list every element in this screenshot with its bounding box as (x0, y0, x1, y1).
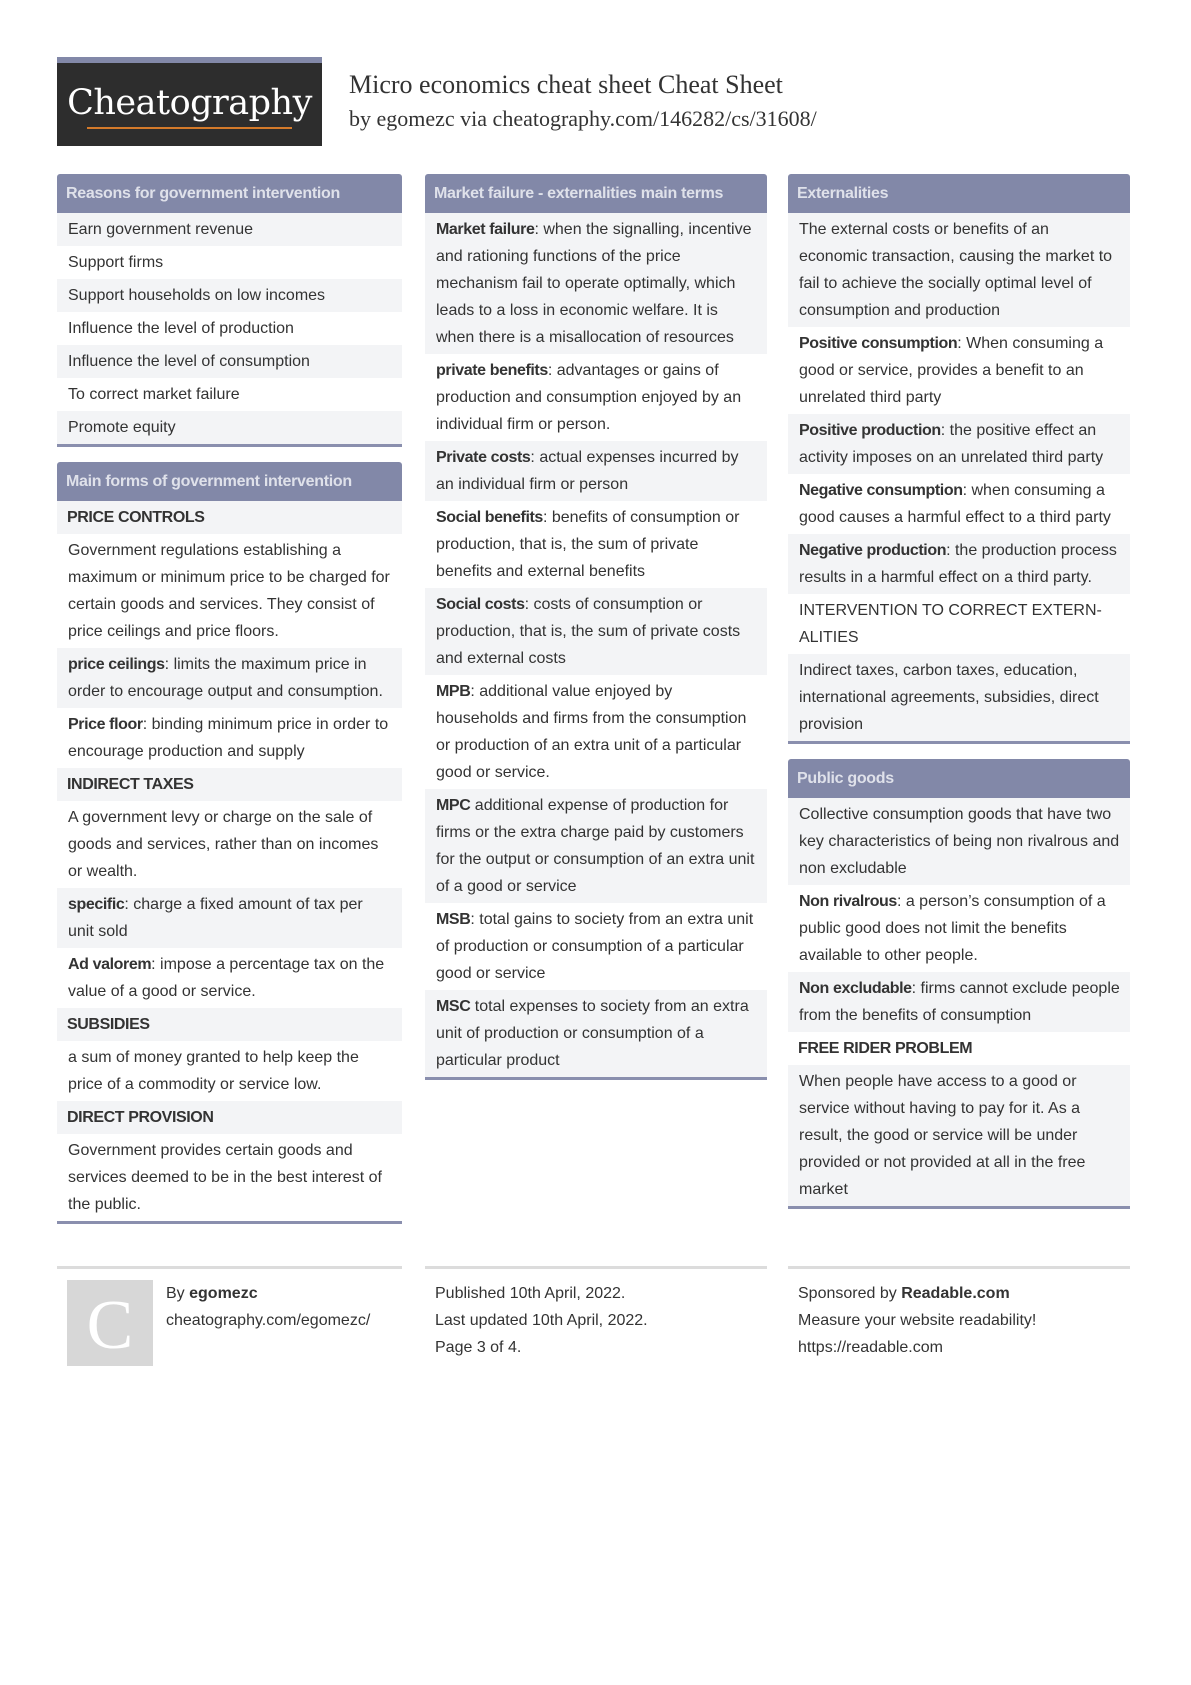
page-title: Micro economics cheat sheet Cheat Sheet (349, 70, 783, 99)
sponsored-prefix: Sponsored by (798, 1285, 902, 1302)
avatar-letter: C (86, 1287, 134, 1364)
section-reasons (57, 174, 402, 447)
term: MSC (436, 998, 471, 1015)
subheading: DIRECT PROVISION (57, 1101, 402, 1134)
page-number: Page 3 of 4. (435, 1339, 522, 1356)
section-title: Public goods (788, 759, 1130, 798)
list-item: INTERVENTION TO CORRECT EXTERNALITIES (799, 602, 1102, 646)
list-item (57, 648, 402, 708)
section-title: Reasons for government intervention (57, 174, 402, 213)
definition: : limits the maximum price in order to encourage output and consumption. (68, 656, 383, 700)
definition: total expenses to society from an extra unit of production or consumption of a particular product (436, 998, 749, 1069)
list-item (57, 948, 402, 1008)
term: Negative production (799, 542, 947, 559)
term: specific (68, 896, 125, 913)
list-item: Support firms (68, 254, 164, 271)
list-item: Indirect taxes, carbon taxes, education, international agreements, subsidies, direct provision (788, 654, 1130, 741)
title-block (349, 70, 817, 132)
term: MSB (436, 911, 471, 928)
definition: : when consuming a good causes a harmful effect to a third party (799, 482, 1111, 526)
subheading: PRICE CONTROLS (57, 501, 402, 534)
list-item: a sum of money granted to help keep the price of a commodity or service low. (68, 1049, 359, 1093)
list-item: Influence the level of consumption (57, 345, 402, 378)
list-item (788, 534, 1130, 594)
list-item (425, 990, 767, 1077)
definition: : the production process results in a harmful effect on a third party. (799, 542, 1117, 586)
term: Price floor (68, 716, 143, 733)
list-item (788, 885, 1130, 972)
list-item (425, 903, 767, 990)
list-item: The external costs or benefits of an economic transaction, causing the market to fail to achieve the socially optimal level of consumption and production (788, 213, 1130, 327)
term: MPC (436, 797, 471, 814)
list-item (425, 354, 767, 441)
column-2 (425, 174, 767, 1095)
section-public-goods (788, 759, 1130, 1209)
definition: : the positive effect an activity imposes on an unrelated third party (799, 422, 1104, 466)
definition: : charge a fixed amount of tax per unit sold (68, 896, 363, 940)
definition: : costs of consumption or production, that is, the sum of private costs and external costs (436, 596, 741, 667)
logo-text: Cheatography (67, 83, 312, 123)
list-item (788, 474, 1130, 534)
term: Social benefits (436, 509, 543, 526)
avatar[interactable] (67, 1280, 153, 1366)
section-title: Market failure - externalities main terms (425, 174, 767, 213)
footer-divider (57, 1266, 402, 1269)
definition: : impose a percentage tax on the value of a good or service. (68, 956, 385, 1000)
term: price ceilings (68, 656, 165, 673)
list-item (425, 213, 767, 354)
sponsor-tagline: Measure your website readability! (798, 1312, 1037, 1329)
list-item: To correct market failure (68, 386, 240, 403)
section-title: Main forms of government intervention (57, 462, 402, 501)
term: Market failure (436, 221, 535, 238)
section-market-failure (425, 174, 767, 1080)
definition: : advantages or gains of production and consumption enjoyed by an individual firm or person. (436, 362, 742, 433)
updated-date: Last updated 10th April, 2022. (435, 1312, 648, 1329)
author-line (166, 1280, 402, 1307)
list-item (425, 789, 767, 903)
definition: : actual expenses incurred by an individual firm or person (436, 449, 739, 493)
list-item: Earn government revenue (57, 213, 402, 246)
list-item (57, 888, 402, 948)
list-item (425, 441, 767, 501)
definition: : additional value enjoyed by households and firms from the consumption or production of an extra unit of a particular good or service. (436, 683, 747, 781)
term: MPB (436, 683, 471, 700)
list-item (57, 708, 402, 768)
term: Non rivalrous (799, 893, 897, 910)
published-date: Published 10th April, 2022. (435, 1285, 626, 1302)
section-title: Externalities (788, 174, 1130, 213)
list-item: Promote equity (57, 411, 402, 444)
footer-author (166, 1280, 402, 1334)
list-item: When people have access to a good or service without having to pay for it. As a result, the good or service will be under provided or not provided at all in the free market (788, 1065, 1130, 1206)
subheading: INDIRECT TAXES (57, 768, 402, 801)
footer-divider (788, 1266, 1130, 1269)
list-item (788, 327, 1130, 414)
list-item: Government provides certain goods and services deemed to be in the best interest of the public. (68, 1142, 382, 1213)
author-link[interactable]: egomezc (189, 1285, 258, 1302)
byline: by egomezc via cheatography.com/146282/cs/31608/ (349, 106, 817, 131)
footer-dates (435, 1280, 765, 1361)
term: Non excludable (799, 980, 912, 997)
list-item: A government levy or charge on the sale of goods and services, rather than on incomes or wealth. (68, 809, 379, 880)
term: Ad valorem (68, 956, 152, 973)
by-prefix: By (166, 1285, 190, 1302)
footer-sponsor (798, 1280, 1130, 1361)
subheading: FREE RIDER PROBLEM (798, 1040, 973, 1057)
list-item: Government regulations establishing a maximum or minimum price to be charged for certain goods and services. They consist of price ceilings and price floors. (68, 542, 390, 640)
cheatography-logo[interactable] (57, 57, 322, 146)
term: Private costs (436, 449, 531, 466)
list-item: Support households on low incomes (57, 279, 402, 312)
section-forms (57, 462, 402, 1224)
section-externalities (788, 174, 1130, 744)
list-item (788, 414, 1130, 474)
list-item (788, 972, 1130, 1032)
list-item: Influence the level of production (68, 320, 294, 337)
list-item: Collective consumption goods that have two key characteristics of being non rivalrous and non excludable (788, 798, 1130, 885)
term: Positive production (799, 422, 941, 439)
list-item (425, 588, 767, 675)
term: Positive consumption (799, 335, 958, 352)
term: Social costs (436, 596, 525, 613)
logo-underline (87, 127, 292, 129)
column-3 (788, 174, 1130, 1224)
sponsor-url-link[interactable]: https://readable.com (798, 1339, 943, 1356)
column-1 (57, 174, 402, 1239)
definition: : When consuming a good or service, provides a benefit to an unrelated third party (799, 335, 1104, 406)
definition: : a person’s consumption of a public good does not limit the benefits available to other people. (799, 893, 1106, 964)
definition: : benefits of consumption or production, that is, the sum of private benefits and external benefits (436, 509, 740, 580)
term: Negative consumption (799, 482, 963, 499)
definition: : binding minimum price in order to encourage production and supply (68, 716, 389, 760)
subheading: SUBSIDIES (57, 1008, 402, 1041)
list-item (425, 675, 767, 789)
sponsor-link[interactable]: Readable.com (901, 1285, 1010, 1302)
list-item (425, 501, 767, 588)
definition: : total gains to society from an extra unit of production or consumption of a particular good or service (436, 911, 754, 982)
definition: : when the signalling, incentive and rationing functions of the price mechanism fail to operate optimally, which leads to a loss in economic welfare. It is when there is a misallocation of resources (436, 221, 752, 346)
sponsor-line (798, 1280, 1130, 1307)
definition: additional expense of production for firms or the extra charge paid by customers for the output or consumption of an extra unit of a good or service (436, 797, 755, 895)
author-url-link[interactable]: cheatography.com/egomezc/ (166, 1312, 371, 1329)
definition: : firms cannot exclude people from the benefits of consumption (799, 980, 1120, 1024)
footer-divider (425, 1266, 767, 1269)
term: private benefits (436, 362, 548, 379)
